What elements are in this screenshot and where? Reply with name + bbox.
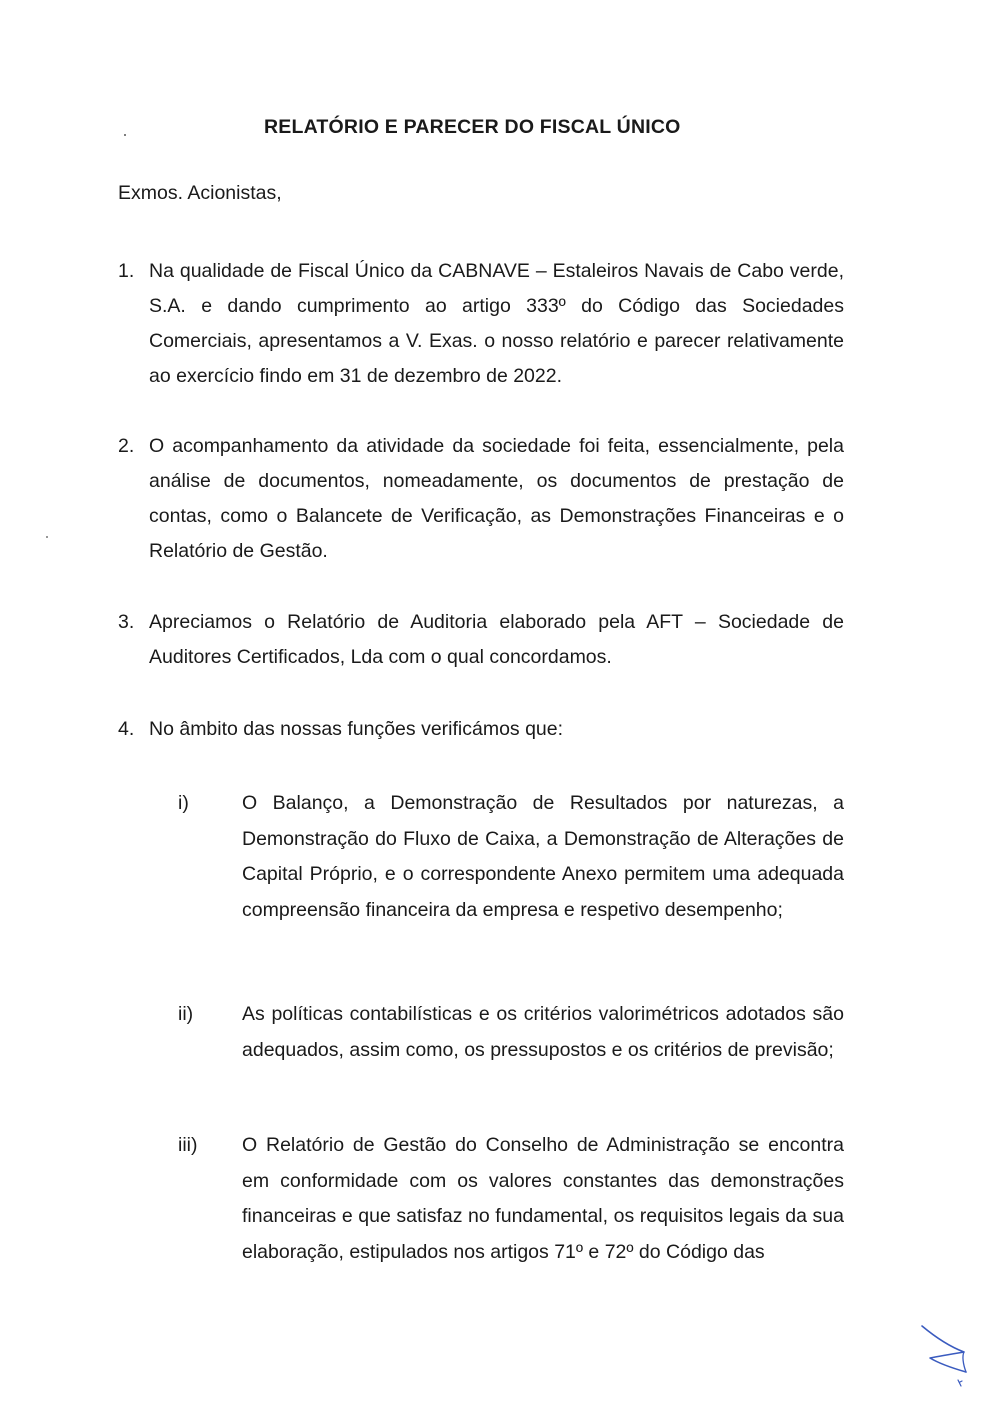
sub-item-text: O Balanço, a Demonstração de Resultados por naturezas, a Demonstração do Fluxo de Caixa, a Demonstração de Alterações de Capital Próprio, e o correspondente Anexo permitem uma adequada compreensão financeira da empresa e respetivo desempenho; (242, 792, 844, 921)
numbered-paragraph-2 (118, 429, 844, 569)
sub-item-number: iii) (178, 1134, 198, 1156)
numbered-paragraph-4 (118, 712, 844, 747)
page-title: RELATÓRIO E PARECER DO FISCAL ÚNICO (264, 116, 681, 138)
paragraph-number: 3. (118, 611, 135, 633)
scan-speck (46, 536, 48, 538)
sub-item-text: O Relatório de Gestão do Conselho de Administração se encontra em conformidade com os valores constantes das demonstrações financeiras e que satisfaz no fundamental, os requisitos legais da sua elaboração, estipulados nos artigos 71º e 72º do Código das (242, 1134, 844, 1263)
sub-item-number: ii) (178, 1003, 194, 1025)
paragraph-text: No âmbito das nossas funções verificámos que: (149, 718, 564, 740)
scan-speck (124, 134, 126, 136)
sub-item-text: As políticas contabilísticas e os critérios valorimétricos adotados são adequados, assim como, os pressupostos e os critérios de previsão; (242, 1003, 844, 1061)
paragraph-text: O acompanhamento da atividade da sociedade foi feita, essencialmente, pela análise de documentos, nomeadamente, os documentos de prestação de contas, como o Balancete de Verificação, as Demonstrações Financeiras e o Relatório de Gestão. (149, 435, 844, 562)
paragraph-number: 2. (118, 435, 135, 457)
numbered-paragraph-3 (118, 605, 844, 675)
paragraph-text: Apreciamos o Relatório de Auditoria elaborado pela AFT – Sociedade de Auditores Certificados, Lda com o qual concordamos. (149, 611, 844, 668)
paragraph-number: 1. (118, 260, 135, 282)
sub-item-i (178, 786, 844, 928)
handwritten-initials-icon (916, 1320, 976, 1390)
paragraph-text: Na qualidade de Fiscal Único da CABNAVE – Estaleiros Navais de Cabo verde, S.A. e dando cumprimento ao artigo 333º do Código das Sociedades Comerciais, apresentamos a V. Exas. o nosso relatório e parecer relativamente ao exercício findo em 31 de dezembro de 2022. (149, 260, 844, 387)
salutation: Exmos. Acionistas, (118, 182, 282, 204)
paragraph-number: 4. (118, 718, 135, 740)
sub-item-ii (178, 997, 844, 1068)
numbered-paragraph-1 (118, 254, 844, 394)
sub-item-iii (178, 1128, 844, 1270)
sub-item-number: i) (178, 792, 189, 814)
